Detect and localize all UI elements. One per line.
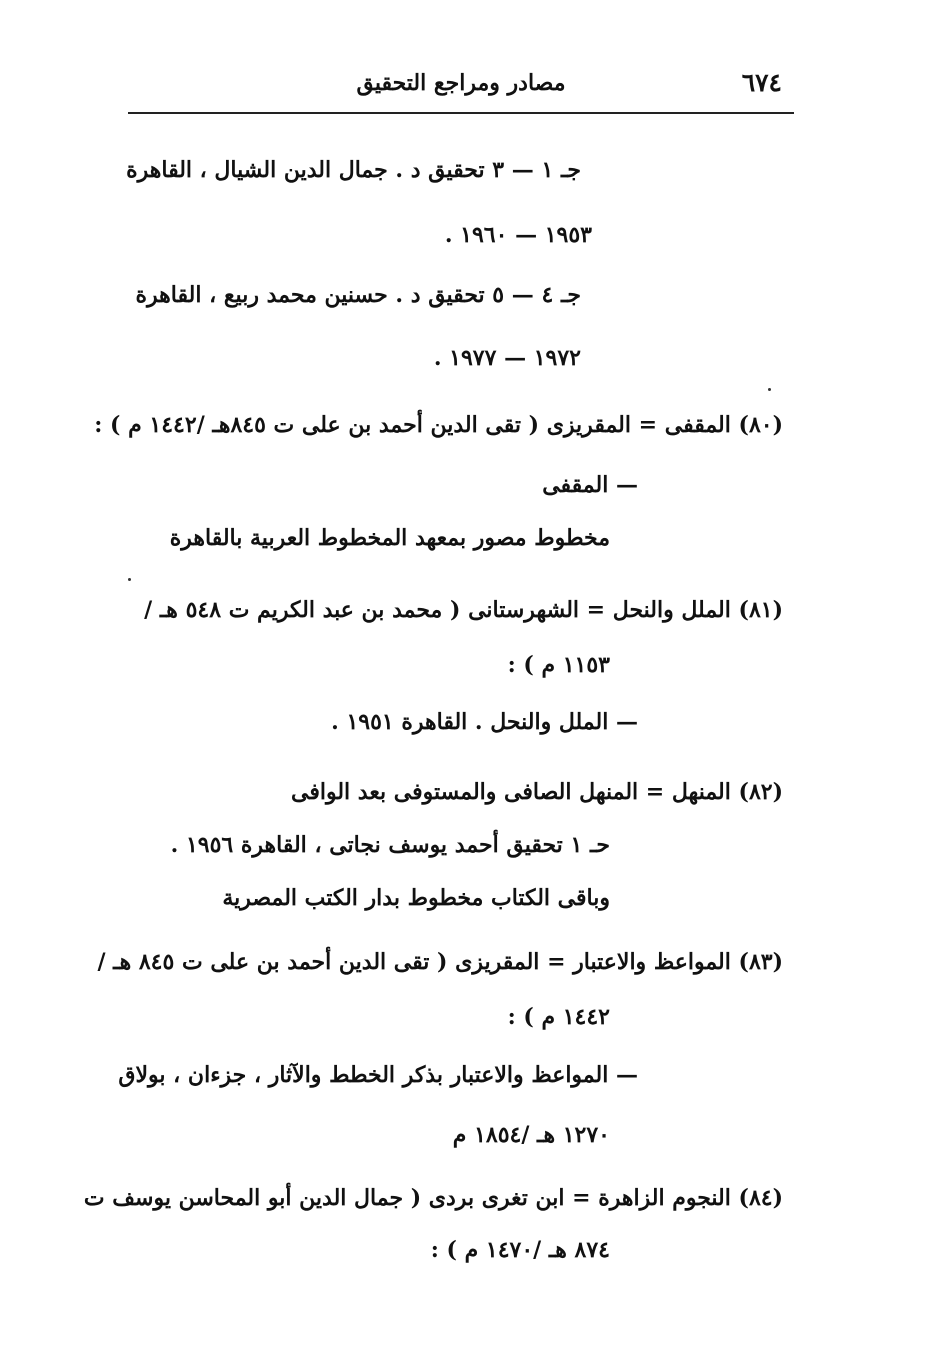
text-line: ١٩٥٣ — ١٩٦٠ . [444, 222, 592, 248]
text-line: ١٢٧٠ هـ /١٨٥٤ م [452, 1122, 610, 1148]
running-title: مصادر ومراجع التحقيق [356, 70, 566, 96]
text-line: حـ ١ تحقيق أحمد يوسف نجاتى ، القاهرة ١٩٥٦ . [170, 832, 610, 858]
text-line: ٨٧٤ هـ /١٤٧٠ م ) : [430, 1237, 610, 1263]
page-header [128, 60, 794, 114]
entry-84-line: (٨٤) النجوم الزاهرة = ابن تغرى بردى ( جمال الدين أبو المحاسن يوسف ت [83, 1185, 783, 1211]
scan-speck [128, 578, 131, 581]
entry-81-line: (٨١) الملل والنحل = الشهرستانى ( محمد بن عبد الكريم ت ٥٤٨ هـ / [144, 597, 783, 623]
text-line: ١٩٧٢ — ١٩٧٧ . [433, 345, 581, 371]
entry-82-line: (٨٢) المنهل = المنهل الصافى والمستوفى بعد الوافى [291, 779, 783, 805]
text-line: — المقفى [542, 472, 638, 498]
text-line: ١١٥٣ م ) : [507, 652, 610, 678]
text-line: وباقى الكتاب مخطوط بدار الكتب المصرية [222, 885, 610, 911]
text-line: جـ ٤ — ٥ تحقيق د . حسنين محمد ربيع ، القاهرة [135, 282, 581, 308]
page-number: ٦٧٤ [741, 68, 782, 97]
entry-80-line: (٨٠) المقفى = المقريزى ( تقى الدين أحمد بن على ت ٨٤٥هـ /١٤٤٢ م ) : [94, 412, 783, 438]
text-line: جـ ١ — ٣ تحقيق د . جمال الدين الشيال ، القاهرة [126, 157, 581, 183]
text-line: مخطوط مصور بمعهد المخطوط العربية بالقاهرة [169, 525, 610, 551]
entry-83-line: (٨٣) المواعظ والاعتبار = المقريزى ( تقى الدين أحمد بن على ت ٨٤٥ هـ / [97, 949, 783, 975]
scan-speck [768, 388, 771, 391]
text-line: — المواعظ والاعتبار بذكر الخطط والآثار ، جزءان ، بولاق [118, 1062, 638, 1088]
text-line: — الملل والنحل . القاهرة ١٩٥١ . [331, 709, 638, 735]
text-line: ١٤٤٢ م ) : [507, 1004, 610, 1030]
